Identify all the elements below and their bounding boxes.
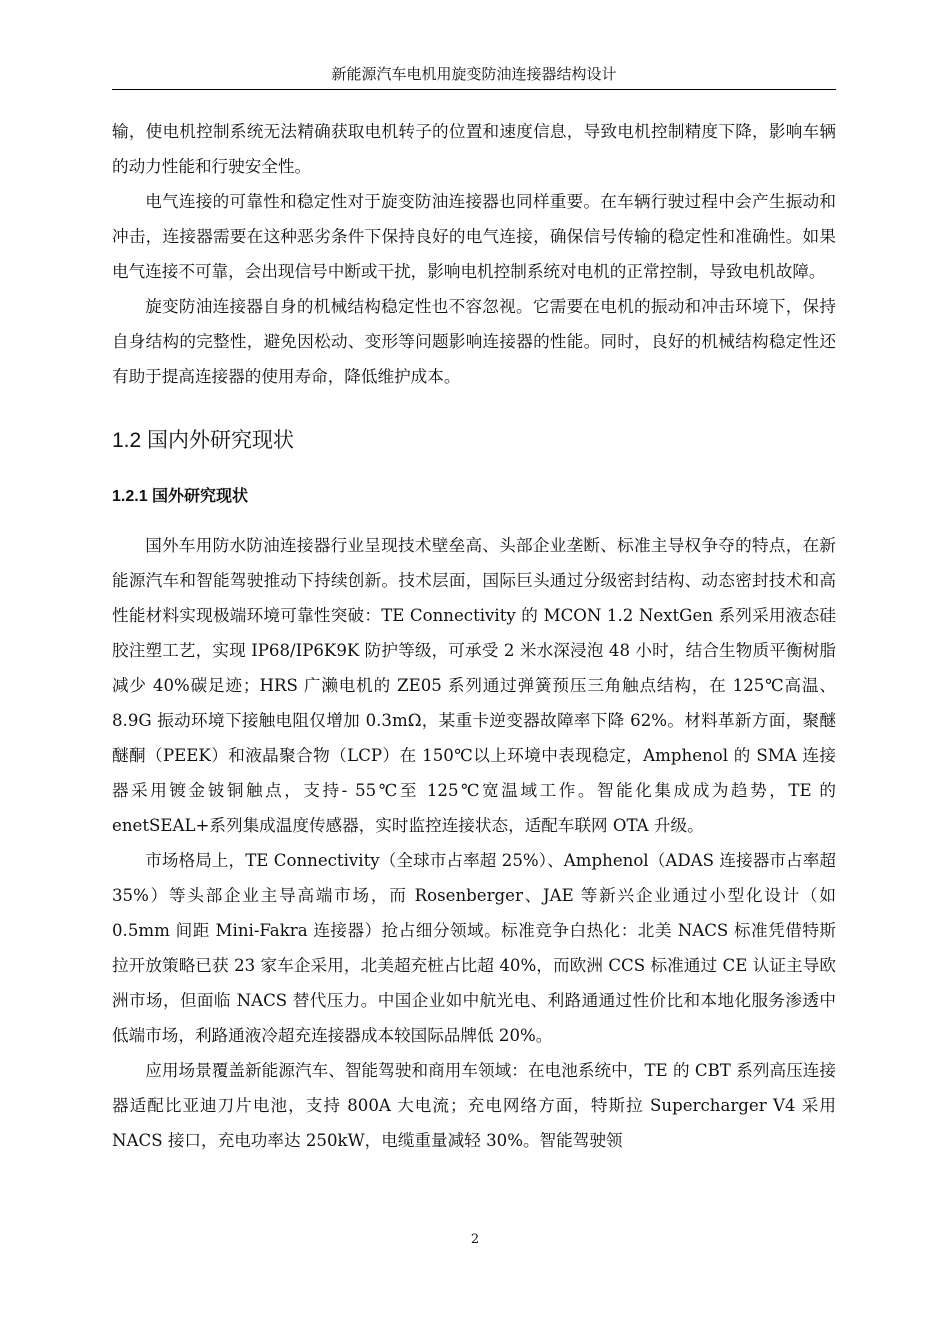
paragraph-continued: 输，使电机控制系统无法精确获取电机转子的位置和速度信息，导致电机控制精度下降，影响车辆的动力性能和行驶安全性。 — [112, 122, 836, 176]
paragraph: 国外车用防水防油连接器行业呈现技术壁垒高、头部企业垄断、标准主导权争夺的特点，在新能源汽车和智能驾驶推动下持续创新。技术层面，国际巨头通过分级密封结构、动态密封技术和高性能材料实现极端环境可靠性突破：TE Connectivity 的 MCON 1.2 NextGen 系列采用液态硅胶注塑工艺，实现 IP68/IP6K9K 防护等级，可承受 2 米水深浸泡 48 小时，结合生物质平衡树脂减少 40%碳足迹；HRS 广濑电机的 ZE05 系列通过弹簧预压三角触点结构，在 125℃高温、8.9G 振动环境下接触电阻仅增加 0.3mΩ，某重卡逆变器故障率下降 62%。材料革新方面，聚醚醚酮（PEEK）和液晶聚合物（LCP）在 150℃以上环境中表现稳定，Amphenol 的 SMA 连接器采用镀金铍铜触点，支持- 55℃至 125℃宽温域工作。智能化集成成为趋势，TE 的 enetSEAL+系列集成温度传感器，实时监控连接状态，适配车联网 OTA 升级。 — [112, 536, 836, 835]
running-header: 新能源汽车电机用旋变防油连接器结构设计 — [112, 64, 836, 90]
paragraph: 旋变防油连接器自身的机械结构稳定性也不容忽视。它需要在电机的振动和冲击环境下，保持自身结构的完整性，避免因松动、变形等问题影响连接器的性能。同时，良好的机械结构稳定性还有助于提高连接器的使用寿命，降低维护成本。 — [112, 297, 836, 386]
paragraph: 电气连接的可靠性和稳定性对于旋变防油连接器也同样重要。在车辆行驶过程中会产生振动和冲击，连接器需要在这种恶劣条件下保持良好的电气连接，确保信号传输的稳定性和准确性。如果电气连接不可靠，会出现信号中断或干扰，影响电机控制系统对电机的正常控制，导致电机故障。 — [112, 192, 836, 281]
page-body — [112, 114, 836, 1158]
paragraph: 应用场景覆盖新能源汽车、智能驾驶和商用车领域：在电池系统中，TE 的 CBT 系列高压连接器适配比亚迪刀片电池，支持 800A 大电流；充电网络方面，特斯拉 Supercharger V4 采用 NACS 接口，充电功率达 250kW，电缆重量减轻 30%。智能驾驶领 — [112, 1061, 836, 1150]
section-heading: 1.2 国内外研究现状 — [112, 429, 295, 452]
paragraph: 市场格局上，TE Connectivity（全球市占率超 25%）、Amphenol（ADAS 连接器市占率超 35%）等头部企业主导高端市场，而 Rosenberger、JAE 等新兴企业通过小型化设计（如 0.5mm 间距 Mini-Fakra 连接器）抢占细分领域。标准竞争白热化：北美 NACS 标准凭借特斯拉开放策略已获 23 家车企采用，北美超充桩占比超 40%，而欧洲 CCS 标准通过 CE 认证主导欧洲市场，但面临 NACS 替代压力。中国企业如中航光电、利路通通过性价比和本地化服务渗透中低端市场，利路通液冷超充连接器成本较国际品牌低 20%。 — [112, 851, 836, 1045]
subsection-heading: 1.2.1 国外研究现状 — [112, 488, 249, 505]
page-number: 2 — [470, 1232, 480, 1247]
